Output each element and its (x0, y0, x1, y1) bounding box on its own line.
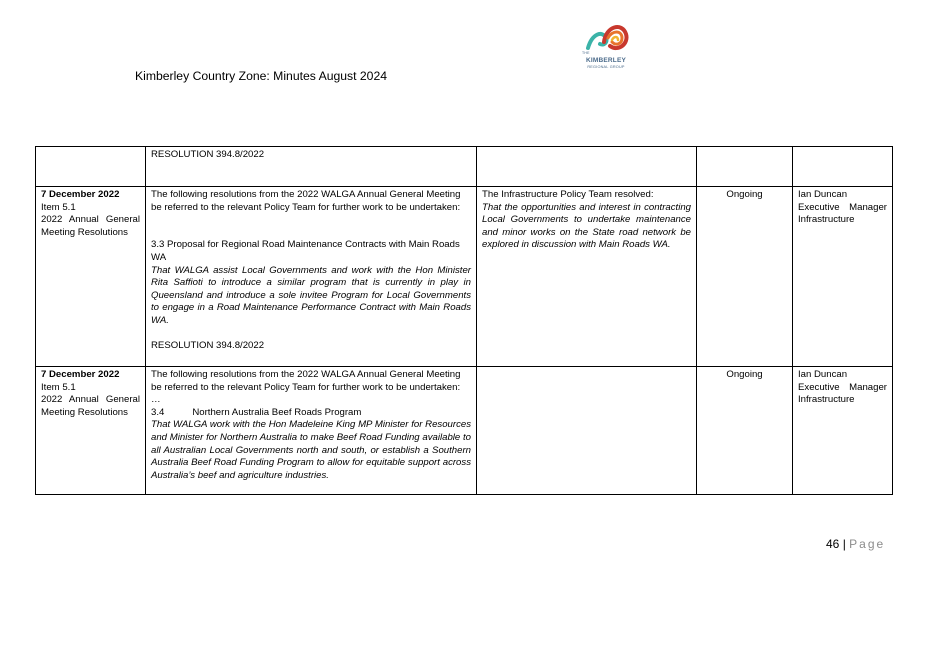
program-heading (151, 407, 471, 420)
logo-wordmark: THE KIMBERLEY REGIONAL GROUP (582, 51, 627, 69)
resolution-intro: The following resolutions from the 2022 WALGA Annual General Meeting be referred to the relevant Policy Team for further work to be undertaken: (151, 189, 461, 213)
status-cell (697, 147, 793, 187)
outcome-cell (477, 147, 697, 187)
date-cell (36, 367, 146, 495)
outcome-intro: The Infrastructure Policy Team resolved: (482, 189, 654, 200)
page-number-value: 46 (826, 537, 840, 551)
owner-cell (793, 367, 893, 495)
resolution-number: RESOLUTION 394.8/2022 (151, 149, 265, 160)
resolution-intro: The following resolutions from the 2022 WALGA Annual General Meeting be referred to the relevant Policy Team for further work to be undertaken: (151, 369, 461, 393)
owner-name: Ian Duncan (798, 189, 848, 200)
owner-role: Executive Manager Infrastructure (798, 381, 887, 406)
meeting-date: 7 December 2022 (41, 369, 120, 380)
outcome-cell (477, 187, 697, 367)
item-number: Item 5.1 (41, 381, 76, 393)
owner-role: Executive Manager Infrastructure (798, 201, 887, 226)
program-number: 3.4 (151, 406, 165, 418)
status-text: Ongoing (726, 189, 763, 200)
owner-cell (793, 187, 893, 367)
date-cell (36, 147, 146, 187)
page-number (826, 537, 885, 551)
resolution-cell (146, 187, 477, 367)
minutes-table (35, 146, 893, 495)
resolution-cell (146, 367, 477, 495)
program-title: Northern Australia Beef Roads Program (192, 406, 362, 418)
item-number: Item 5.1 (41, 201, 76, 213)
item-topic: 2022 Annual General Meeting Resolutions (41, 214, 140, 238)
page-label: Page (849, 537, 886, 551)
page-separator: | (842, 537, 846, 551)
program-text: That WALGA work with the Hon Madeleine King MP Minister for Resources and Minister for Northern Australia to make Beef Road Funding available to all Australian Local Governments north and south, or establish a Southern Australia Beef Road Funding Program to allow for equitable support across Australia’s beef and agriculture industries. (151, 419, 471, 481)
table-row (36, 147, 893, 187)
outcome-text: That the opportunities and interest in contracting Local Governments to undertake maintenance and minor works on the State road network be explored in discussion with Main Roads WA. (482, 201, 691, 251)
resolution-number: RESOLUTION 394.8/2022 (151, 340, 265, 352)
owner-name: Ian Duncan (798, 369, 848, 380)
proposal-text: That WALGA assist Local Governments and work with the Hon Minister Rita Saffioti to introduce a similar program that is currently in play in Queensland and introduce a sole invitee Program for Local Governments to engage in a Road Maintenance Performance Contract with Main Roads WA. (151, 264, 471, 326)
status-cell (697, 367, 793, 495)
meeting-date: 7 December 2022 (41, 189, 120, 200)
date-cell (36, 187, 146, 367)
outcome-cell (477, 367, 697, 495)
resolution-cell (146, 147, 477, 187)
status-cell (697, 187, 793, 367)
status-text: Ongoing (726, 369, 763, 380)
table-row (36, 187, 893, 367)
owner-cell (793, 147, 893, 187)
ellipsis: … (151, 394, 161, 406)
proposal-title: 3.3 Proposal for Regional Road Maintenance Contracts with Main Roads WA (151, 239, 460, 263)
page-title: Kimberley Country Zone: Minutes August 2024 (135, 69, 388, 83)
table-row (36, 367, 893, 495)
item-topic: 2022 Annual General Meeting Resolutions (41, 394, 140, 418)
